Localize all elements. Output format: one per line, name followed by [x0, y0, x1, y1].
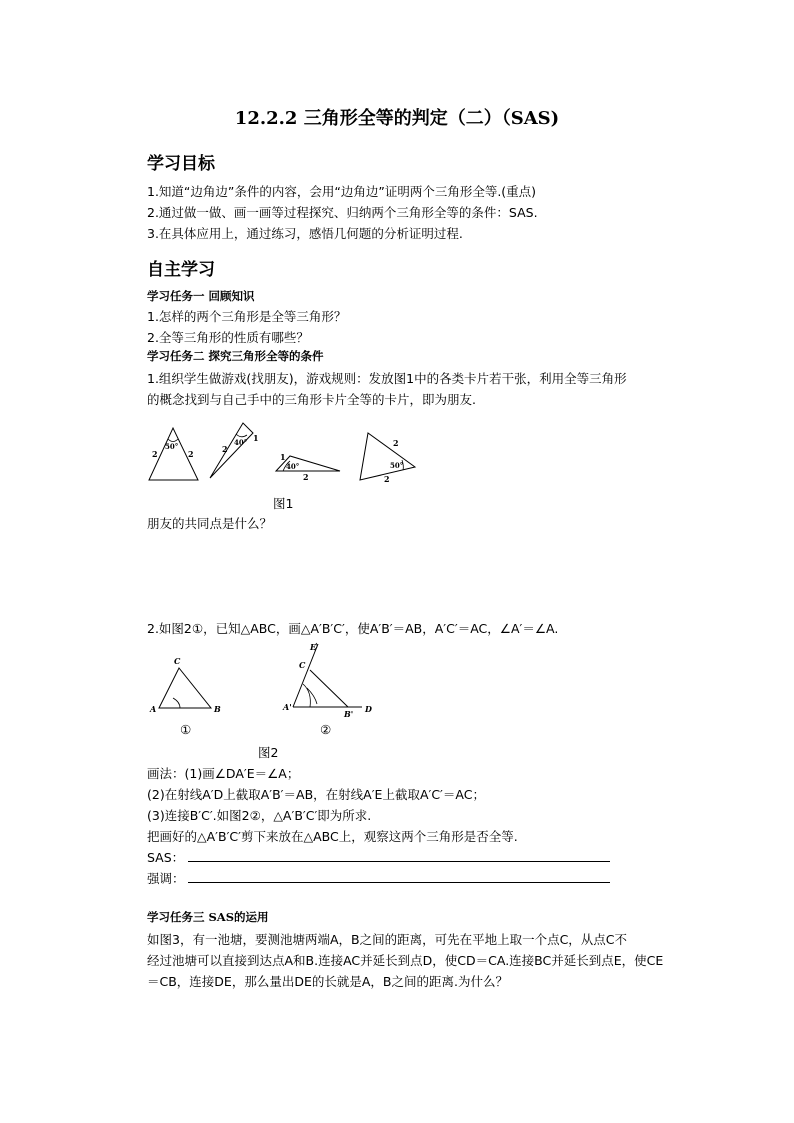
task2-item1-line: 1.组织学生做游戏(找朋友)，游戏规则：发放图1中的各类卡片若干张，利用全等三角形: [147, 371, 627, 386]
angle-label: 40°: [234, 438, 248, 447]
side-label: 2: [393, 438, 399, 448]
side-label: 2: [303, 472, 309, 482]
side-label: 1: [280, 452, 286, 462]
objectives-heading: 学习目标: [147, 154, 215, 174]
vertex-label: B: [214, 704, 221, 714]
angle-label: 50°: [390, 461, 404, 470]
side-label: 1: [253, 433, 259, 443]
triangle-card-4: [360, 433, 415, 484]
angle-label: 50°: [165, 442, 179, 451]
construction-step: (3)连接B′C′.如图2②，△A′B′C′即为所求.: [147, 808, 372, 823]
figure-1: [140, 418, 430, 496]
vertex-label: C: [174, 656, 181, 666]
friend-question: 朋友的共同点是什么？: [147, 516, 273, 531]
task3-title: 学习任务三 SAS的运用: [147, 910, 269, 924]
objective-item: 2.通过做一做、画一画等过程探究、归纳两个三角形全等的条件：SAS.: [147, 205, 538, 220]
sas-answer-line: [188, 861, 610, 862]
vertex-label: D: [365, 704, 372, 714]
page-title: 12.2.2 三角形全等的判定（二）（SAS): [234, 108, 560, 129]
compare-instruction: 把画好的△A′B′C′剪下来放在△ABC上，观察这两个三角形是否全等.: [147, 829, 518, 844]
figure-2: [140, 640, 390, 720]
task2-item1-line: 的概念找到与自己手中的三角形卡片全等的卡片，即为朋友.: [147, 392, 476, 407]
task3-text-line: 经过池塘可以直接到达点A和B.连接AC并延长到点D，使CD＝CA.连接BC并延长到点E，使CE: [147, 953, 664, 968]
task2-item2: 2.如图2①，已知△ABC，画△A′B′C′，使A′B′＝AB，A′C′＝AC，∠A′＝∠A.: [147, 621, 559, 636]
vertex-label: A': [283, 702, 292, 712]
figure-2-marker: ②: [320, 722, 332, 737]
sas-label: SAS：: [147, 850, 185, 865]
triangle-abc: [149, 656, 221, 714]
task2-title: 学习任务二 探究三角形全等的条件: [147, 349, 324, 363]
task3-text-line: ＝CB，连接DE，那么量出DE的长就是A，B之间的距离.为什么？: [147, 974, 508, 989]
self-study-heading: 自主学习: [147, 260, 215, 280]
emphasis-label: 强调：: [147, 871, 185, 886]
construction-step: 画法：(1)画∠DA′E＝∠A；: [147, 766, 300, 781]
triangle-card-1: [149, 428, 198, 480]
angle-label: 40°: [286, 462, 300, 471]
task3-text-line: 如图3，有一池塘，要测池塘两端A，B之间的距离，可先在平地上取一个点C，从点C不: [147, 932, 628, 947]
vertex-label: A: [150, 704, 157, 714]
construction-abc-prime: [282, 642, 372, 719]
task1-question: 1.怎样的两个三角形是全等三角形？: [147, 309, 347, 324]
side-label: 2: [188, 449, 194, 459]
objective-item: 1.知道“边角边”条件的内容，会用“边角边”证明两个三角形全等.(重点): [147, 184, 537, 199]
objective-item: 3.在具体应用上，通过练习，感悟几何题的分析证明过程.: [147, 226, 463, 241]
side-label: 2: [152, 449, 158, 459]
task1-question: 2.全等三角形的性质有哪些？: [147, 330, 309, 345]
vertex-label: C: [299, 660, 306, 670]
figure-2-marker: ①: [180, 722, 192, 737]
construction-step: (2)在射线A′D上截取A′B′＝AB，在射线A′E上截取A′C′＝AC；: [147, 787, 485, 802]
task1-title: 学习任务一 回顾知识: [147, 289, 255, 303]
figure-2-caption: 图2: [258, 745, 279, 760]
triangle-card-2: [210, 423, 259, 478]
side-label: 2: [384, 474, 390, 484]
side-label: 2: [222, 444, 228, 454]
figure-1-caption: 图1: [273, 496, 294, 511]
emphasis-answer-line: [188, 882, 610, 883]
vertex-label: E: [310, 642, 317, 652]
vertex-label: B': [344, 709, 354, 719]
triangle-card-3: [276, 452, 340, 482]
